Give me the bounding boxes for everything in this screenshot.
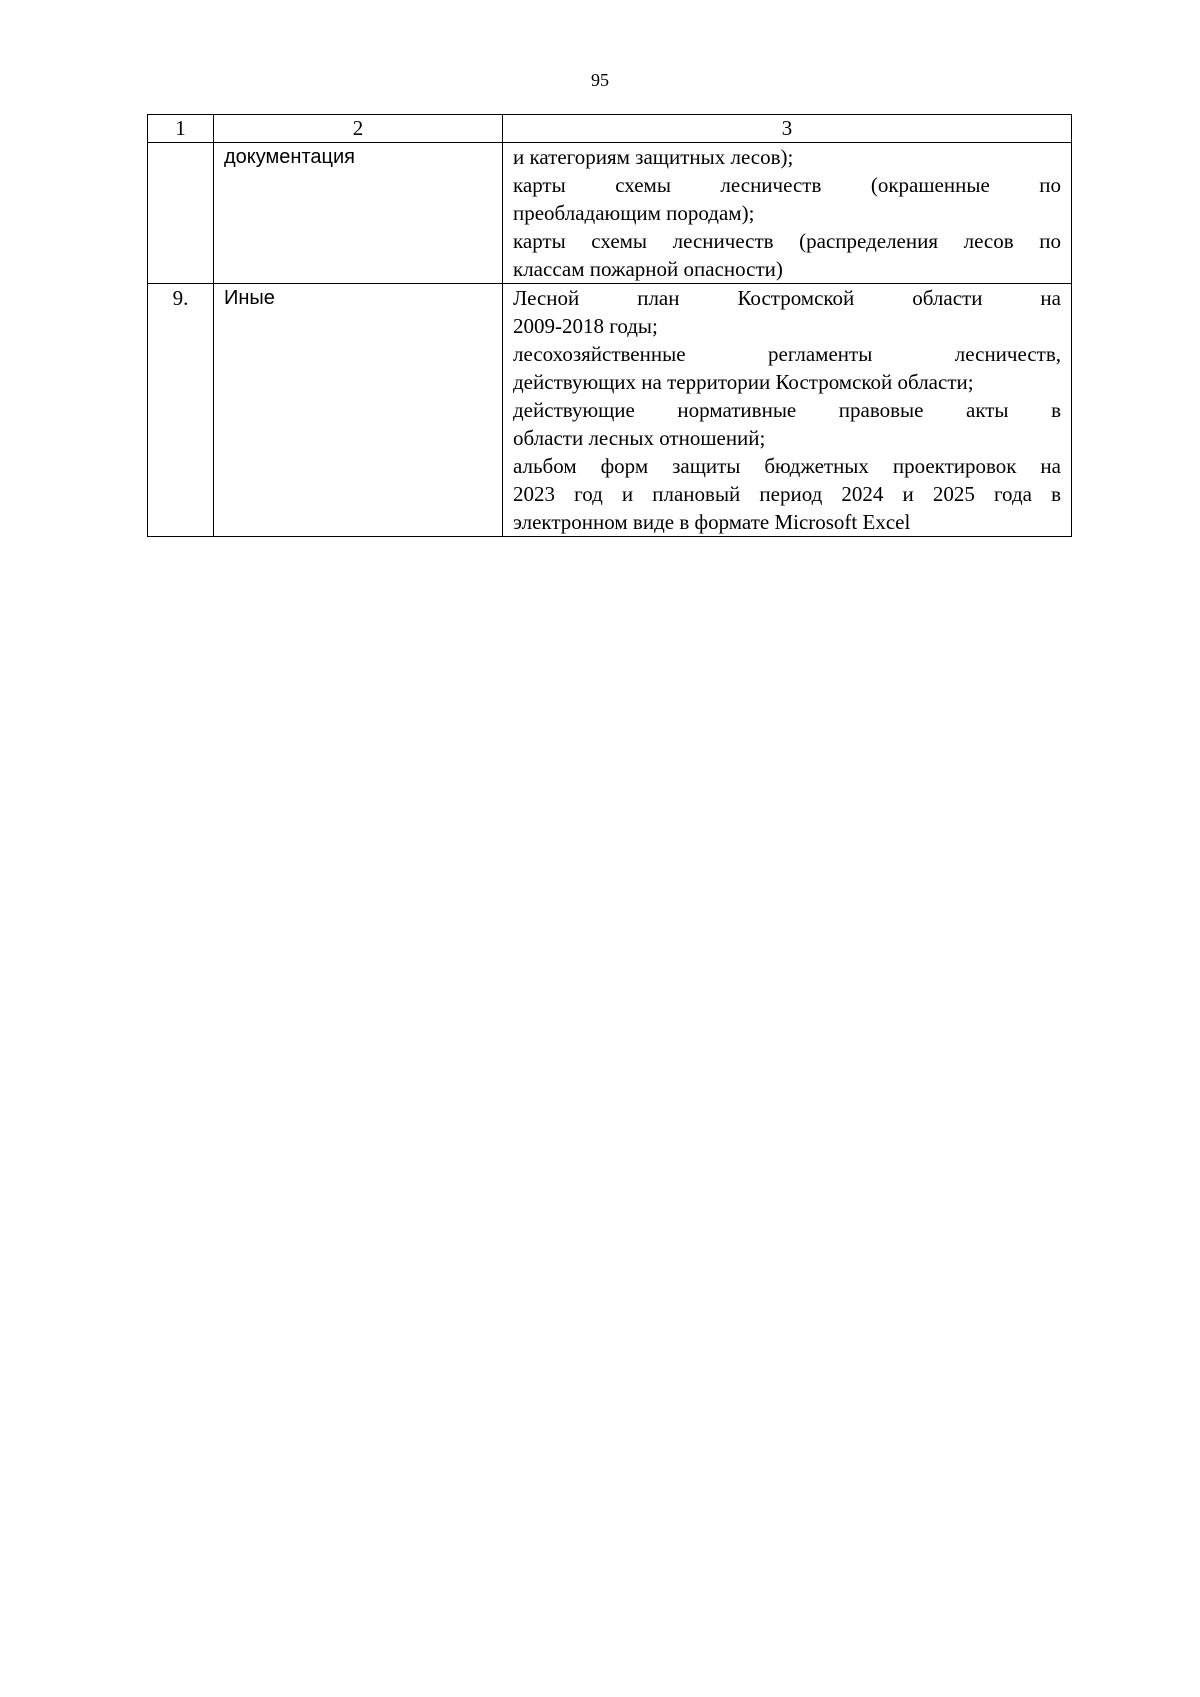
table-row (148, 284, 1072, 537)
content-line: карты схемы лесничеств (распределения лесов по (513, 229, 1061, 253)
content-line: 2009-2018 годы; (513, 314, 658, 338)
row-name-cell: Иные (214, 284, 503, 537)
content-line: действующих на территории Костромской области; (513, 370, 974, 394)
content-line: 2023 год и плановый период 2024 и 2025 года в (513, 482, 1061, 506)
table-header-row (148, 115, 1072, 143)
content-line: и категориям защитных лесов); (513, 145, 794, 169)
row-content-cell (503, 143, 1072, 284)
row-number-cell (148, 143, 214, 284)
page-number: 95 (591, 70, 609, 90)
content-line: области лесных отношений; (513, 426, 766, 450)
content-line: электронном виде в формате Microsoft Excel (513, 510, 911, 534)
content-line: альбом форм защиты бюджетных проектировок на (513, 454, 1061, 478)
row-name-cell: документация (214, 143, 503, 284)
content-line: преобладающим породам); (513, 201, 755, 225)
document-table (147, 114, 1072, 537)
header-cell-2: 2 (214, 115, 503, 143)
row-number-cell: 9. (148, 284, 214, 537)
table-row (148, 143, 1072, 284)
content-line: Лесной план Костромской области на (513, 286, 1061, 310)
header-cell-3: 3 (503, 115, 1072, 143)
header-cell-1: 1 (148, 115, 214, 143)
content-line: карты схемы лесничеств (окрашенные по (513, 173, 1061, 197)
row-content-cell (503, 284, 1072, 537)
content-line: лесохозяйственные регламенты лесничеств, (513, 342, 1061, 366)
content-line: классам пожарной опасности) (513, 257, 783, 281)
content-line: действующие нормативные правовые акты в (513, 398, 1061, 422)
